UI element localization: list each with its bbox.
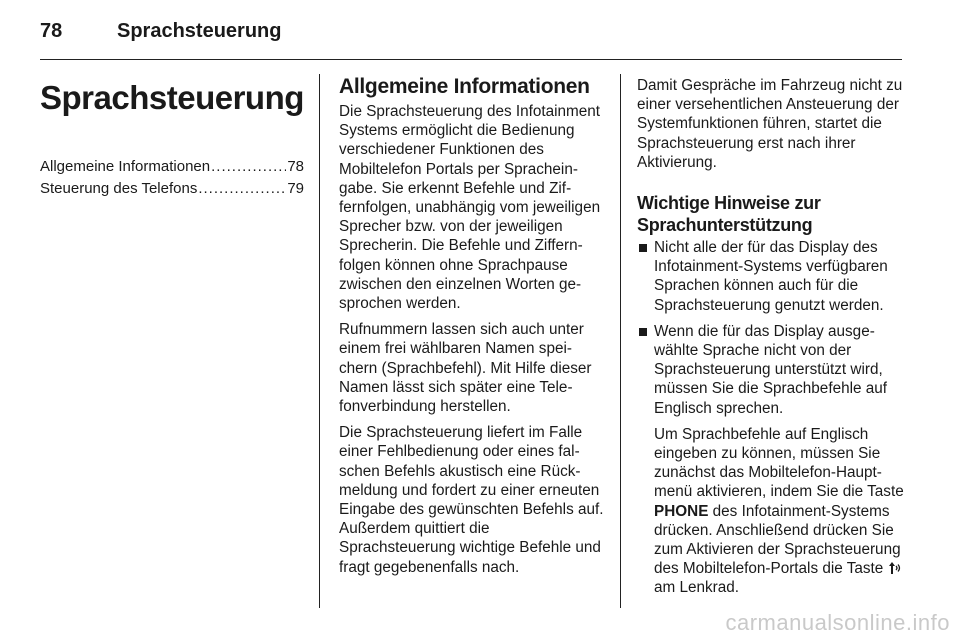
list-item xyxy=(637,238,905,315)
list-item-subparagraph xyxy=(654,425,905,598)
body-paragraph: Rufnummern lassen sich auch unter einem frei wählbaren Namen speichern (Sprachbefehl). Mit Hilfe dieser Namen lässt sich später eine Telefonverbindung herstellen. xyxy=(339,321,592,416)
bullet-square-icon xyxy=(639,328,647,336)
phone-key-label: PHONE xyxy=(654,502,709,520)
voice-control-icon xyxy=(888,561,902,575)
column-divider xyxy=(319,74,320,608)
body-paragraph: Die Sprachsteuerung liefert im Falle einer Fehlbedienung oder eines falschen Befehls akustisch eine Rückmeldung und fordert zu einer erneuten Eingabe des gewünschten Befehls auf. Außerdem quittiert die Sprachsteuerung wichtige Befehle und fragt gegebenenfalls nach. xyxy=(339,424,604,576)
column-divider xyxy=(620,74,621,608)
toc-entry-page: 79 xyxy=(287,180,304,197)
page-number: 78 xyxy=(40,20,63,42)
chapter-title: Sprachsteuerung xyxy=(40,79,304,116)
subparagraph-text: am Lenkrad. xyxy=(654,579,740,597)
subparagraph-text: Um Sprachbefehle auf Englisch eingeben zu können, müssen Sie zunächst das Mobiltelefon-Hauptmenü aktivieren, indem Sie die Taste xyxy=(654,425,904,501)
list-item-text: Nicht alle der für das Display des Infotainment-Systems verfügbaren Sprachen können auch für die Sprachsteuerung genutzt werden. xyxy=(654,239,888,314)
body-paragraph: Die Sprachsteuerung des Infotainment Systems ermöglicht die Bedienung verschiedener Funktionen des Mobiltelefon Portals per Spracheingabe. Sie erkennt Befehle und Ziffernfolgen, unabhängig vom jeweiligen Sprecher bzw. von der jeweiligen Sprecherin. Die Befehle und Ziffernfolgen können ohne Sprachpause zwischen den einzelnen Worten gesprochen werden. xyxy=(339,103,601,313)
table-of-contents xyxy=(40,156,304,200)
section-heading: Wichtige Hinweise zur Sprachunterstützung xyxy=(637,193,821,236)
toc-leader-dots xyxy=(198,178,286,200)
toc-leader-dots xyxy=(211,156,286,178)
toc-entry-label: Allgemeine Informationen xyxy=(40,158,211,175)
page-header xyxy=(40,12,902,52)
watermark: carmanualsonline.info xyxy=(725,610,950,635)
running-title: Sprachsteuerung xyxy=(117,20,282,42)
toc-entry-page: 78 xyxy=(287,158,304,175)
subparagraph-text: des Infotainment-Systems drücken. Anschließend drücken Sie zum Aktivieren der Sprachsteuerung des Mobiltelefon-Portals die Taste xyxy=(654,502,901,578)
notes-column xyxy=(637,68,905,605)
intro-paragraph: Damit Gespräche im Fahrzeug nicht zu einer versehentlichen Ansteuerung der Systemfunktionen führen, startet die Sprachsteuerung erst nach ihrer Aktivierung. xyxy=(637,77,903,171)
notes-list xyxy=(637,238,905,598)
general-info-column xyxy=(339,68,605,584)
chapter-column xyxy=(40,68,304,200)
toc-entry[interactable] xyxy=(40,178,304,200)
toc-entry-label: Steuerung des Telefons xyxy=(40,180,198,197)
list-item-text: Wenn die für das Display ausgewählte Sprache nicht von der Sprachsteuerung unterstützt wird, müssen Sie die Sprachbefehle auf Englisch sprechen. xyxy=(654,322,888,417)
toc-entry[interactable] xyxy=(40,156,304,178)
bullet-square-icon xyxy=(639,244,647,252)
list-item xyxy=(637,322,905,598)
header-rule xyxy=(40,59,902,60)
section-heading: Allgemeine Informationen xyxy=(339,75,590,98)
